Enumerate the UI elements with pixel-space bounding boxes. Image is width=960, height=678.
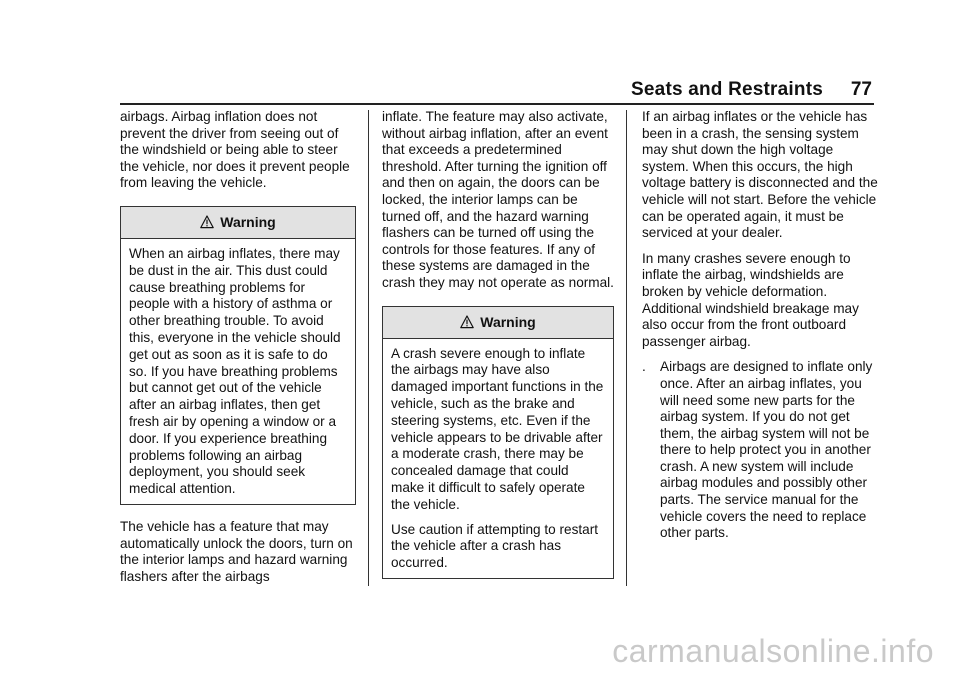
column-3 xyxy=(642,109,878,542)
column-divider-1 xyxy=(368,110,369,586)
warning-text: Use caution if attempting to restart the vehicle after a crash has occurred. xyxy=(391,521,599,571)
warning-box xyxy=(382,306,614,579)
column-2 xyxy=(382,109,614,593)
warning-label: Warning xyxy=(220,214,276,231)
warning-text: A crash severe enough to inflate the airbags may have also damaged important functions in the vehicle, such as the brake and steering systems, etc. Even if the vehicle appears to be drivable after a moderate crash, there may be concealed damage that could make it difficult to safely operate the vehicle. xyxy=(391,345,604,512)
warning-triangle-icon xyxy=(200,215,214,229)
paragraph: In many crashes severe enough to inflate the airbag, windshields are broken by vehicle deformation. Additional windshield breakage may also occur from the front outboard passenger airbag. xyxy=(642,250,859,349)
paragraph: inflate. The feature may also activate, without airbag inflation, after an event that exceeds a predetermined threshold. After turning the ignition off and then on again, the doors can be locked, the interior lamps can be turned off, and the hazard warning flashers can be turned off using the controls for those features. If any of these systems are damaged in the crash they may not operate as normal. xyxy=(382,109,614,290)
paragraph: airbags. Airbag inflation does not prevent the driver from seeing out of the windshield or being able to steer the vehicle, nor does it prevent people from leaving the vehicle. xyxy=(120,109,350,191)
warning-box xyxy=(120,206,356,505)
section-title: Seats and Restraints xyxy=(631,79,823,100)
page-number: 77 xyxy=(850,79,872,100)
header-rule xyxy=(120,103,874,105)
bullet-text: Airbags are designed to inflate only once. After an airbag inflates, you will need some new parts for the airbag system. If you do not get them, the airbag system will not be there to help protect you in another crash. A new system will include airbag modules and possibly other parts. The service manual for the vehicle covers the need to replace other parts. xyxy=(660,359,873,541)
paragraph: If an airbag inflates or the vehicle has been in a crash, the sensing system may shut down the high voltage system. When this occurs, the high voltage battery is disconnected and the vehicle will not start. Before the vehicle can be operated again, it must be serviced at your dealer. xyxy=(642,109,878,241)
warning-triangle-icon xyxy=(460,315,474,329)
paragraph: The vehicle has a feature that may automatically unlock the doors, turn on the interior lamps and hazard warning flashers after the airbags xyxy=(120,518,353,584)
warning-text: When an airbag inflates, there may be dust in the air. This dust could cause breathing problems for people with a history of asthma or other breathing trouble. To avoid this, everyone in the vehicle should get out as soon as it is safe to do so. If you have breathing problems but cannot get out of the vehicle after an airbag inflates, then get fresh air by opening a window or a door. If you experience breathing problems following an airbag deployment, you should seek medical attention. xyxy=(129,245,341,497)
bullet-item xyxy=(642,359,878,542)
warning-body xyxy=(121,239,355,504)
column-1 xyxy=(120,109,356,594)
column-divider-2 xyxy=(626,110,627,586)
watermark: carmanualsonline.info xyxy=(612,633,934,669)
warning-body xyxy=(383,339,613,578)
bullet-mark: . xyxy=(642,359,646,375)
warning-label: Warning xyxy=(480,313,536,330)
warning-header xyxy=(121,207,355,239)
warning-header xyxy=(383,307,613,339)
